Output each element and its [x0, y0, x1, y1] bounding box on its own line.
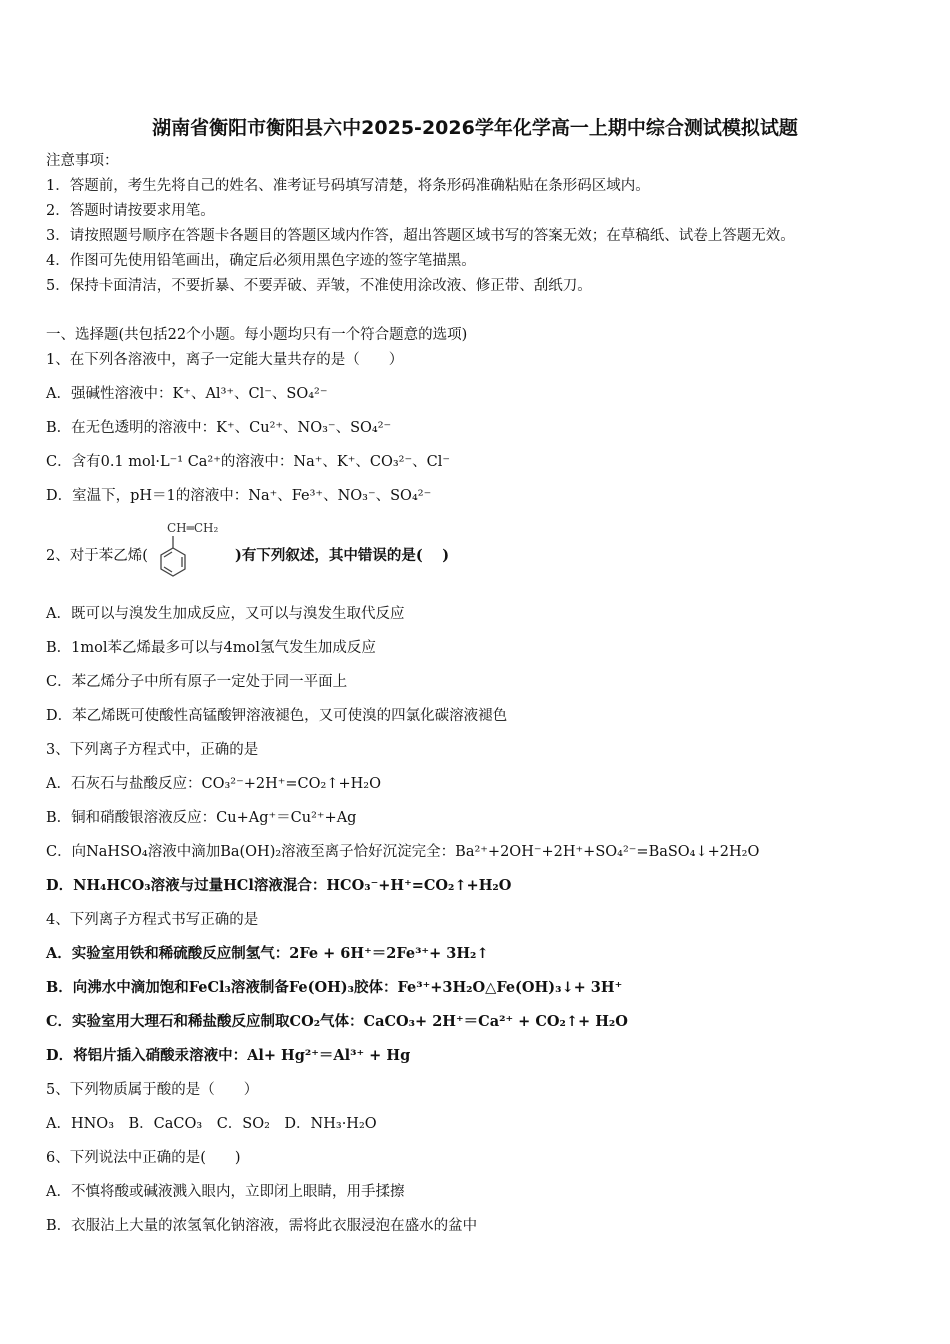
- question-2-option-c: C．苯乙烯分子中所有原子一定处于同一平面上: [46, 674, 348, 690]
- question-1-option-a: A．强碱性溶液中：K⁺、Al³⁺、Cl⁻、SO₄²⁻: [46, 386, 328, 402]
- question-3-option-a: A．石灰石与盐酸反应：CO₃²⁻+2H⁺=CO₂↑+H₂O: [46, 776, 381, 792]
- question-4-option-b: B．向沸水中滴加饱和FeCl₃溶液制备Fe(OH)₃胶体：Fe³⁺+3H₂O△Fe(OH)₃↓+ 3H⁺: [46, 979, 623, 996]
- question-5-stem: 5、下列物质属于酸的是（ ）: [46, 1082, 259, 1098]
- question-2-option-d: D．苯乙烯既可使酸性高锰酸钾溶液褪色，又可使溴的四氯化碳溶液褪色: [46, 708, 508, 724]
- question-1-stem: 1、在下列各溶液中，离子一定能大量共存的是（ ）: [46, 352, 404, 368]
- note-item: 4．作图可先使用铅笔画出，确定后必须用黑色字迹的签字笔描黑。: [46, 253, 476, 269]
- note-item: 2．答题时请按要求用笔。: [46, 203, 215, 219]
- question-6-option-a: A．不慎将酸或碱液溅入眼内，立即闭上眼睛，用手揉擦: [46, 1184, 405, 1200]
- question-3-option-c: C．向NaHSO₄溶液中滴加Ba(OH)₂溶液至离子恰好沉淀完全：Ba²⁺+2OH⁻+2H⁺+SO₄²⁻=BaSO₄↓+2H₂O: [46, 844, 760, 860]
- question-1-option-d: D．室温下，pH＝1的溶液中：Na⁺、Fe³⁺、NO₃⁻、SO₄²⁻: [46, 488, 432, 504]
- question-3-stem: 3、下列离子方程式中，正确的是: [46, 742, 259, 758]
- question-4-option-d: D．将铝片插入硝酸汞溶液中：Al+ Hg²⁺＝Al³⁺ + Hg: [46, 1047, 411, 1064]
- question-6-stem: 6、下列说法中正确的是( ): [46, 1150, 241, 1166]
- note-item: 5．保持卡面清洁，不要折暴、不要弄破、弄皱，不准使用涂改液、修正带、刮纸刀。: [46, 278, 592, 294]
- section-heading: 一、选择题(共包括22个小题。每小题均只有一个符合题意的选项): [46, 327, 468, 343]
- question-3-option-d: D．NH₄HCO₃溶液与过量HCl溶液混合：HCO₃⁻+H⁺=CO₂↑+H₂O: [46, 877, 512, 894]
- question-2-option-b: B．1mol苯乙烯最多可以与4mol氢气发生加成反应: [46, 640, 376, 656]
- question-6-option-b: B．衣服沾上大量的浓氢氧化钠溶液，需将此衣服浸泡在盛水的盆中: [46, 1218, 478, 1234]
- question-3-option-b: B．铜和硝酸银溶液反应：Cu+Ag⁺＝Cu²⁺+Ag: [46, 810, 357, 826]
- notes-heading: 注意事项：: [46, 153, 119, 169]
- note-item: 3．请按照题号顺序在答题卡各题目的答题区域内作答，超出答题区域书写的答案无效；在草稿纸、试卷上答题无效。: [46, 228, 795, 244]
- question-4-option-a: A．实验室用铁和稀硫酸反应制氢气：2Fe + 6H⁺＝2Fe³⁺+ 3H₂↑: [46, 945, 489, 962]
- note-item: 1．答题前，考生先将自己的姓名、准考证号码填写清楚，将条形码准确粘贴在条形码区域内。: [46, 178, 650, 194]
- question-1-option-c: C．含有0.1 mol·L⁻¹ Ca²⁺的溶液中：Na⁺、K⁺、CO₃²⁻、Cl⁻: [46, 454, 451, 470]
- question-1-option-b: B．在无色透明的溶液中：K⁺、Cu²⁺、NO₃⁻、SO₄²⁻: [46, 420, 392, 436]
- document-title: 湖南省衡阳市衡阳县六中2025-2026学年化学高一上期中综合测试模拟试题: [152, 117, 798, 139]
- question-4-option-c: C．实验室用大理石和稀盐酸反应制取CO₂气体：CaCO₃+ 2H⁺＝Ca²⁺ + CO₂↑+ H₂O: [46, 1013, 628, 1030]
- question-2-stem-start: 2、对于苯乙烯(: [46, 548, 148, 564]
- styrene-label: CH═CH₂: [167, 521, 219, 535]
- question-2-stem-end: )有下列叙述，其中错误的是( ): [235, 547, 450, 564]
- question-5-options: A．HNO₃ B．CaCO₃ C．SO₂ D．NH₃·H₂O: [46, 1116, 377, 1132]
- question-4-stem: 4、下列离子方程式书写正确的是: [46, 912, 259, 928]
- styrene-structure: [155, 518, 235, 588]
- question-2-option-a: A．既可以与溴发生加成反应，又可以与溴发生取代反应: [46, 606, 405, 622]
